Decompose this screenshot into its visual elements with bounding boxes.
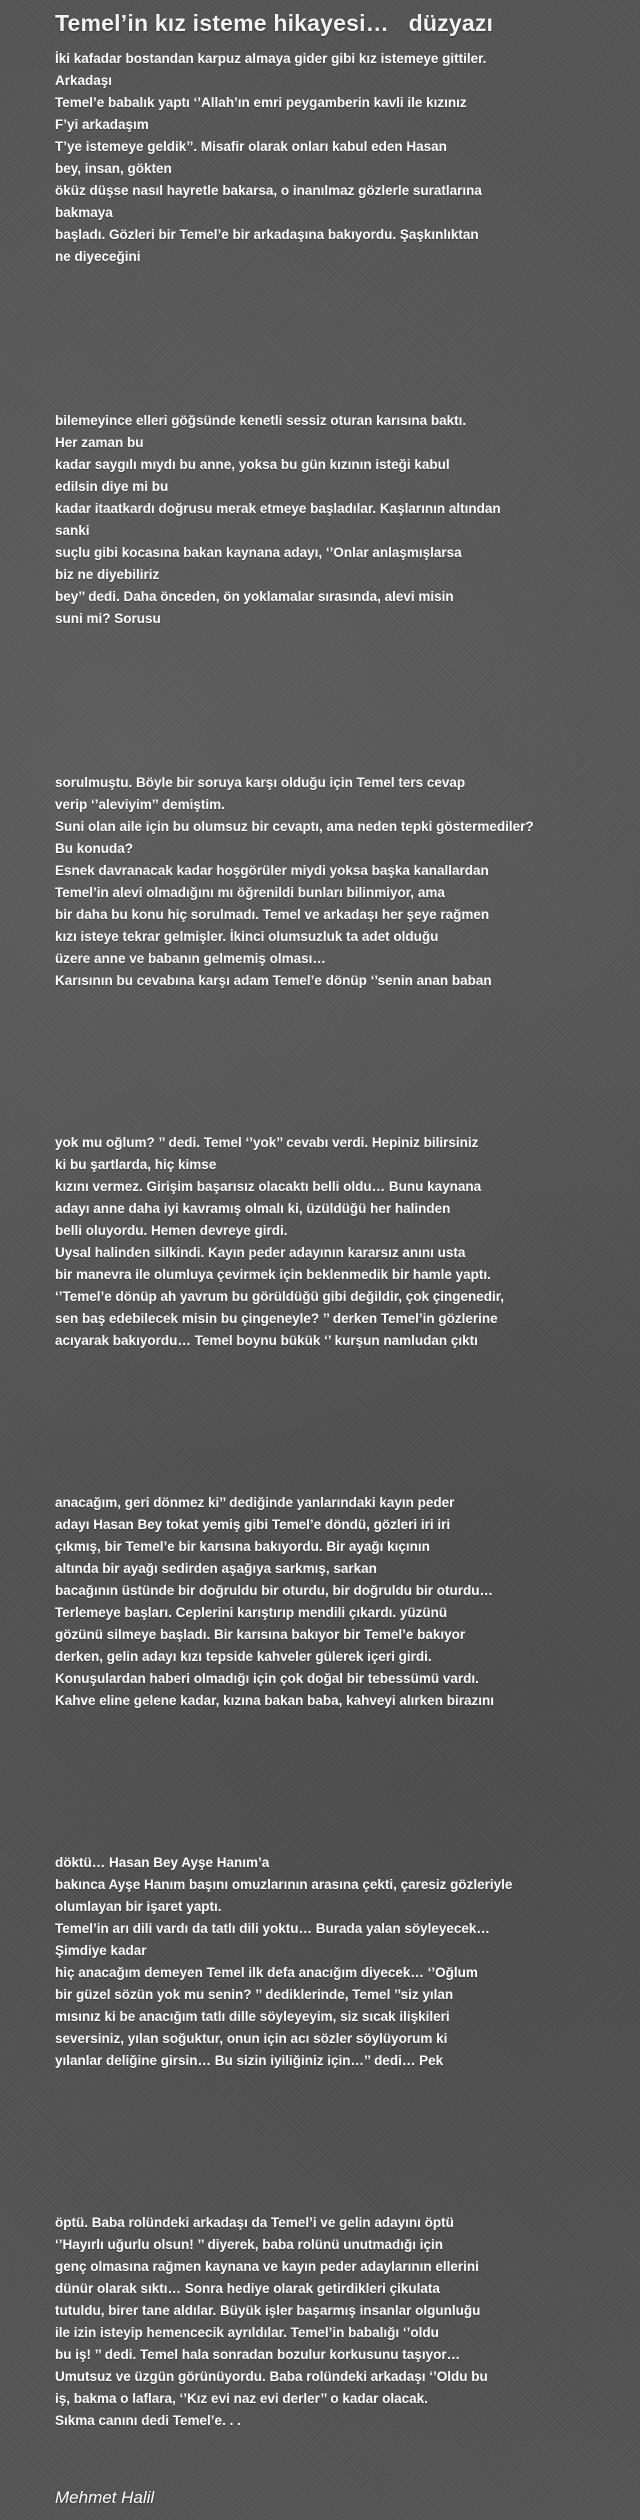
poem-line: F’yi arkadaşım <box>55 117 149 132</box>
poem-line: acıyarak bakıyordu… Temel boynu bükük ‘’ kurşun namludan çıktı <box>55 1333 478 1348</box>
poem-line: adayı Hasan Bey tokat yemiş gibi Temel’e döndü, gözleri iri iri <box>55 1517 451 1532</box>
author-name: Mehmet Halil <box>55 2488 155 2507</box>
poem-line: yok mu oğlum? ’’ dedi. Temel ‘’yok’’ cevabı verdi. Hepiniz bilirsiniz <box>55 1135 479 1150</box>
poem-line: ki bu şartlarda, hiç kimse <box>55 1157 217 1172</box>
poem-line: kızını vermez. Girişim başarısız olacaktı belli oldu… Bunu kaynana <box>55 1179 482 1194</box>
poem-line: Şimdiye kadar <box>55 1943 147 1958</box>
poem-line: Esnek davranacak kadar hoşgörüler miydi yoksa başka kanallardan <box>55 863 489 878</box>
poem-line: kızı isteye tekrar gelmişler. İkinci olumsuzluk ta adet olduğu <box>55 929 439 944</box>
poem-line: ne diyeceğini <box>55 249 141 264</box>
poem-line: Her zaman bu <box>55 435 144 450</box>
poem-line: genç olmasına rağmen kaynana ve kayın peder adaylarının ellerini <box>55 2259 479 2274</box>
poem-line: hiç anacağım demeyen Temel ilk defa anacığım diyecek… ‘’Oğlum <box>55 1965 478 1980</box>
poem-line: Sıkma canını dedi Temel’e. . . <box>55 2413 241 2428</box>
poem-line: Kahve eline gelene kadar, kızına bakan baba, kahveyi alırken birazını <box>55 1693 494 1708</box>
poem-line: başladı. Gözleri bir Temel’e bir arkadaşına bakıyordu. Şaşkınlıktan <box>55 227 479 242</box>
poem-line: dünür olarak sıktı… Sonra hediye olarak getirdikleri çikulata <box>55 2281 440 2296</box>
stanza-5 <box>55 1492 640 1712</box>
poem-line: belli oluyordu. Hemen devreye girdi. <box>55 1223 288 1238</box>
poem-line: Terlemeye başları. Ceplerini karıştırıp mendili çıkardı. yüzünü <box>55 1605 448 1620</box>
poem-line: üzere anne ve babanın gelmemiş olması… <box>55 951 326 966</box>
poem-line: iş, bakma o laflara, ‘’Kız evi naz evi derler’’ o kadar olacak. <box>55 2391 428 2406</box>
poem-line: bey, insan, gökten <box>55 161 172 176</box>
poem-line: Konuşulardan haberi olmadığı için çok doğal bir tebessümü vardı. <box>55 1671 479 1686</box>
poem-line: anacağım, geri dönmez ki’’ dediğinde yanlarındaki kayın peder <box>55 1495 455 1510</box>
poem-line: biz ne diyebiliriz <box>55 567 160 582</box>
poem-line: altında bir ayağı sedirden aşağıya sarkmış, sarkan <box>55 1561 377 1576</box>
poem-line: bakmaya <box>55 205 113 220</box>
poem-line: seversiniz, yılan soğuktur, onun için acı sözler söylüyorum ki <box>55 2031 448 2046</box>
poem-line: bacağının üstünde bir doğruldu bir oturdu, bir doğruldu bir oturdu… <box>55 1583 493 1598</box>
poem-line: öptü. Baba rolündeki arkadaşı da Temel’i ve gelin adayını öptü <box>55 2215 454 2230</box>
poem-line: suçlu gibi kocasına bakan kaynana adayı, ‘’Onlar anlaşmışlarsa <box>55 545 462 560</box>
poem-line: ‘’Hayırlı uğurlu olsun! ’’ diyerek, baba rolünü unutmadığı için <box>55 2237 444 2252</box>
poem-line: Suni olan aile için bu olumsuz bir cevaptı, ama neden tepki göstermediler? <box>55 819 534 834</box>
poem-line: İki kafadar bostandan karpuz almaya gider gibi kız istemeye gittiler. <box>55 51 487 66</box>
poem-line: yılanlar deliğine girsin… Bu sizin iyiliğiniz için…’’ dedi… Pek <box>55 2053 444 2068</box>
stanza-6 <box>55 1852 640 2072</box>
poem-line: döktü… Hasan Bey Ayşe Hanım’a <box>55 1855 270 1870</box>
poem-line: bir daha bu konu hiç sorulmadı. Temel ve arkadaşı her şeye rağmen <box>55 907 490 922</box>
poem-line: adayı anne daha iyi kavramış olmalı ki, üzüldüğü her halinden <box>55 1201 451 1216</box>
poem-line: Umutsuz ve üzgün görünüyordu. Baba rolündeki arkadaşı ‘’Oldu bu <box>55 2369 488 2384</box>
poem-line: kadar saygılı mıydı bu anne, yoksa bu gün kızının isteği kabul <box>55 457 450 472</box>
poem-line: Uysal halinden silkindi. Kayın peder adayının kararsız anını usta <box>55 1245 466 1260</box>
stanza-2 <box>55 410 640 630</box>
poem-line: Temel’in alevi olmadığını mı öğrenildi bunları bilinmiyor, ama <box>55 885 445 900</box>
poem-line: bey’’ dedi. Daha önceden, ön yoklamalar sırasında, alevi misin <box>55 589 454 604</box>
poem-line: gözünü silmeye başladı. Bir karısına bakıyor bir Temel’e bakıyor <box>55 1627 466 1642</box>
poem-line: ile izin isteyip hemencecik ayrıldılar. Temel’in babalığı ‘’oldu <box>55 2325 439 2340</box>
stanza-4 <box>55 1132 640 1352</box>
stanza-3 <box>55 772 640 992</box>
poem-line: kadar itaatkardı doğrusu merak etmeye başladılar. Kaşlarının altından <box>55 501 501 516</box>
poem-line: suni mi? Sorusu <box>55 611 161 626</box>
poem-line: Arkadaşı <box>55 73 113 88</box>
poem-line: Temel’e babalık yaptı ‘’Allah’ın emri peygamberin kavli ile kızınız <box>55 95 467 110</box>
poem-line: mısınız ki be anacığım tatlı dille söyleyeyim, siz sıcak ilişkileri <box>55 2009 450 2024</box>
poem-line: öküz düşse nasıl hayretle bakarsa, o inanılmaz gözlerle suratlarına <box>55 183 482 198</box>
poem-line: bilemeyince elleri göğsünde kenetli sessiz oturan karısına baktı. <box>55 413 467 428</box>
poem-line: bir güzel sözün yok mu senin? ’’ dediklerinde, Temel ’’siz yılan <box>55 1987 454 2002</box>
poem-line: T’ye istemeye geldik’’. Misafir olarak onları kabul eden Hasan <box>55 139 447 154</box>
poem-line: sorulmuştu. Böyle bir soruya karşı olduğu için Temel ters cevap <box>55 775 466 790</box>
poem-line: sen baş edebilecek misin bu çingeneyle? ’’ derken Temel’in gözlerine <box>55 1311 498 1326</box>
poem-line: çıkmış, bir Temel’e bir karısına bakıyordu. Bir ayağı kıçının <box>55 1539 430 1554</box>
poem-line: Temel’in arı dili vardı da tatlı dili yoktu… Burada yalan söyleyecek… <box>55 1921 490 1936</box>
poem-line: sanki <box>55 523 90 538</box>
poem-line: bakınca Ayşe Hanım başını omuzlarının arasına çekti, çaresiz gözleriyle <box>55 1877 513 1892</box>
poem-line: derken, gelin adayı kızı tepside kahveler gülerek içeri girdi. <box>55 1649 432 1664</box>
poem-title: Temel’in kız isteme hikayesi… düzyazı <box>55 10 494 36</box>
poem-line: verip ‘’aleviyim’’ demiştim. <box>55 797 225 812</box>
poem-line: edilsin diye mi bu <box>55 479 169 494</box>
poem-line: bu iş! ’’ dedi. Temel hala sonradan bozulur korkusunu taşıyor… <box>55 2347 461 2362</box>
poem-line: ‘’Temel’e dönüp ah yavrum bu görüldüğü gibi değildir, çok çingenedir, <box>55 1289 505 1304</box>
stanza-1 <box>55 48 640 268</box>
poem-line: bir manevra ile olumluya çevirmek için beklenmedik bir hamle yaptı. <box>55 1267 491 1282</box>
poem-line: tutuldu, birer tane aldılar. Büyük işler başarmış insanlar olgunluğu <box>55 2303 481 2318</box>
poem-line: Bu konuda? <box>55 841 133 856</box>
poem-line: olumlayan bir işaret yaptı. <box>55 1899 222 1914</box>
stanza-7 <box>55 2212 640 2432</box>
poem-line: Karısının bu cevabına karşı adam Temel’e dönüp ‘’senin anan baban <box>55 973 492 988</box>
